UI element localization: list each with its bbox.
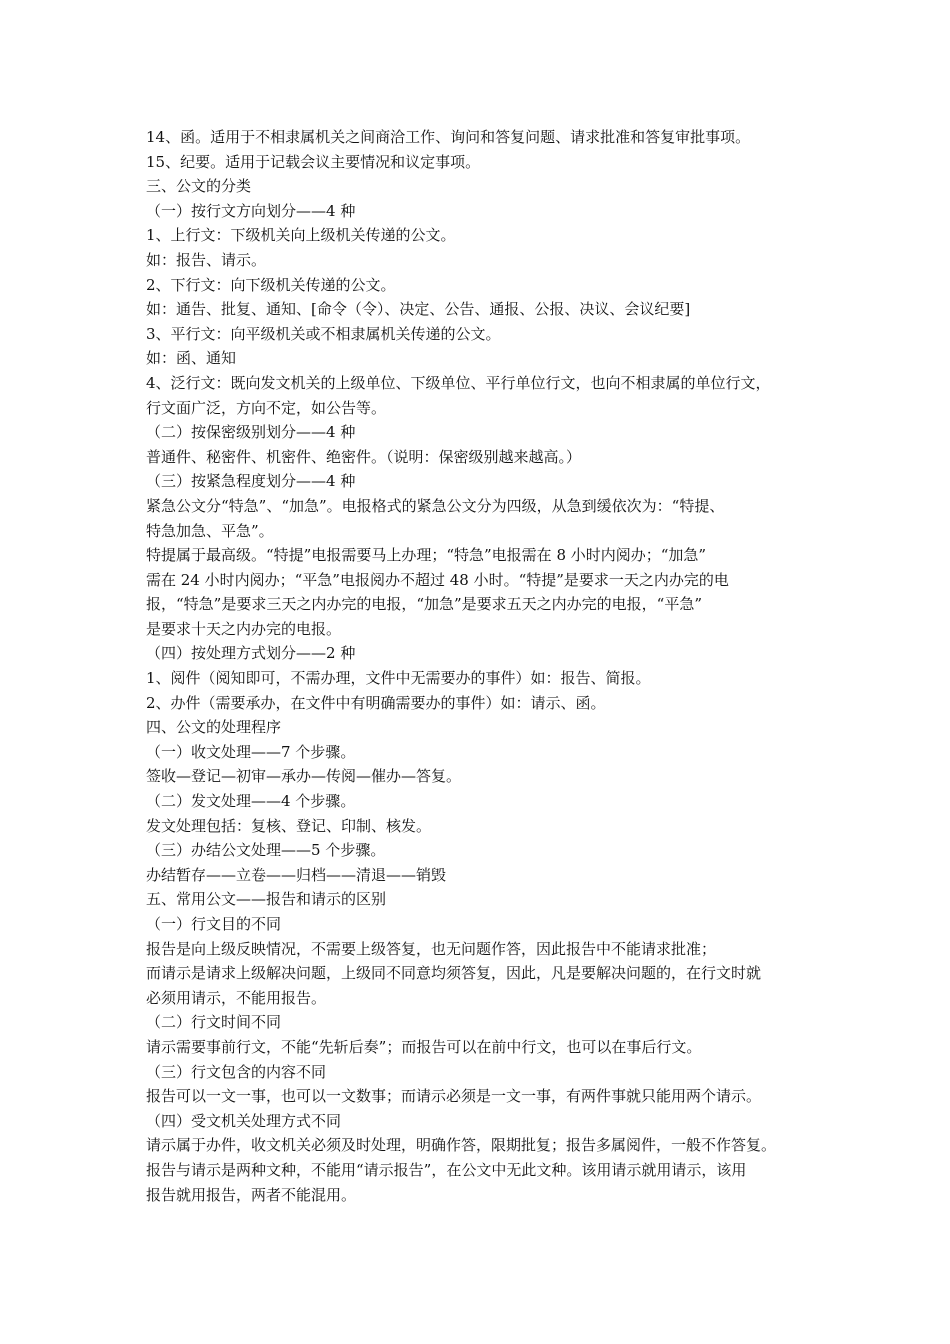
text-line: 2、办件（需要承办，在文件中有明确需要办的事件）如：请示、函。	[146, 693, 606, 712]
text-line: 报告可以一文一事，也可以一文数事；而请示必须是一文一事，有两件事就只能用两个请示。	[146, 1087, 762, 1106]
section-heading: 五、常用公文——报告和请示的区别	[146, 890, 387, 909]
text-line: 14、函。适用于不相隶属机关之间商洽工作、询问和答复问题、请求批准和答复审批事项。	[146, 128, 751, 146]
section-heading: 三、公文的分类	[146, 177, 252, 196]
text-line: 如：函、通知	[146, 349, 237, 368]
text-line: 15、纪要。适用于记载会议主要情况和议定事项。	[146, 152, 481, 171]
text-line: 需在 24 小时内阅办；“平急”电报阅办不超过 48 小时。“特提”是要求一天之内办完的电	[146, 570, 729, 589]
subsection-heading: （二）行文时间不同	[146, 1013, 282, 1032]
subsection-heading: （三）行文包含的内容不同	[146, 1062, 327, 1081]
text-line: 报告与请示是两种文种，不能用“请示报告”，在公文中无此文种。该用请示就用请示，该用	[146, 1160, 747, 1179]
subsection-heading: （一）收文处理——7 个步骤。	[146, 742, 356, 761]
text-line: 如：通告、批复、通知、[命令（令）、决定、公告、通报、公报、决议、会议纪要]	[146, 300, 691, 319]
text-line: 1、上行文：下级机关向上级机关传递的公文。	[146, 226, 456, 245]
subsection-heading: （一）行文目的不同	[146, 915, 282, 933]
text-line: 报告就用报告，两者不能混用。	[146, 1185, 357, 1204]
subsection-heading: （二）发文处理——4 个步骤。	[146, 792, 356, 811]
section-heading: 四、公文的处理程序	[146, 718, 282, 737]
text-line: 发文处理包括：复核、登记、印制、核发。	[146, 816, 432, 835]
text-line: 如：报告、请示。	[146, 250, 267, 269]
text-line: 紧急公文分“特急”、“加急”。电报格式的紧急公文分为四级，从急到缓依次为：“特提、	[146, 496, 725, 515]
text-line: 4、泛行文：既向发文机关的上级单位、下级单位、平行单位行文，也向不相隶属的单位行文，	[146, 373, 771, 392]
text-line: 报，“特急”是要求三天之内办完的电报，“加急”是要求五天之内办完的电报，“平急”	[146, 595, 703, 614]
subsection-heading: （四）按处理方式划分——2 种	[146, 644, 356, 663]
text-line: 2、下行文：向下级机关传递的公文。	[146, 275, 396, 294]
text-line: 请示属于办件，收文机关必须及时处理，明确作答，限期批复；报告多属阅件，一般不作答复。	[146, 1136, 777, 1155]
text-line: 特急加急、平急”。	[146, 521, 274, 540]
subsection-heading: （二）按保密级别划分——4 种	[146, 423, 356, 442]
text-line: 请示需要事前行文，不能“先斩后奏”；而报告可以在前中行文，也可以在事后行文。	[146, 1037, 702, 1056]
text-line: 办结暂存——立卷——归档——清退——销毁	[146, 865, 447, 884]
text-line: 普通件、秘密件、机密件、绝密件。（说明：保密级别越来越高。）	[146, 447, 582, 466]
text-line: 必须用请示，不能用报告。	[146, 988, 327, 1007]
subsection-heading: （一）按行文方向划分——4 种	[146, 201, 356, 220]
document-page	[146, 125, 816, 1207]
text-line: 3、平行文：向平级机关或不相隶属机关传递的公文。	[146, 324, 501, 343]
text-line: 行文面广泛，方向不定，如公告等。	[146, 398, 387, 417]
text-line: 是要求十天之内办完的电报。	[146, 619, 342, 638]
text-line: 1、阅件（阅知即可，不需办理，文件中无需要办的事件）如：报告、简报。	[146, 669, 651, 688]
subsection-heading: （三）办结公文处理——5 个步骤。	[146, 841, 386, 860]
text-line: 特提属于最高级。“特提”电报需要马上办理；“特急”电报需在 8 小时内阅办；“加急”	[146, 546, 707, 565]
text-line: 而请示是请求上级解决问题，上级同不同意均须答复，因此，凡是要解决问题的，在行文时就	[146, 964, 762, 983]
subsection-heading: （三）按紧急程度划分——4 种	[146, 472, 356, 491]
text-line: 签收—登记—初审—承办—传阅—催办—答复。	[146, 767, 462, 786]
text-line: 报告是向上级反映情况，不需要上级答复，也无问题作答，因此报告中不能请求批准；	[146, 939, 717, 958]
subsection-heading: （四）受文机关处理方式不同	[146, 1111, 342, 1130]
